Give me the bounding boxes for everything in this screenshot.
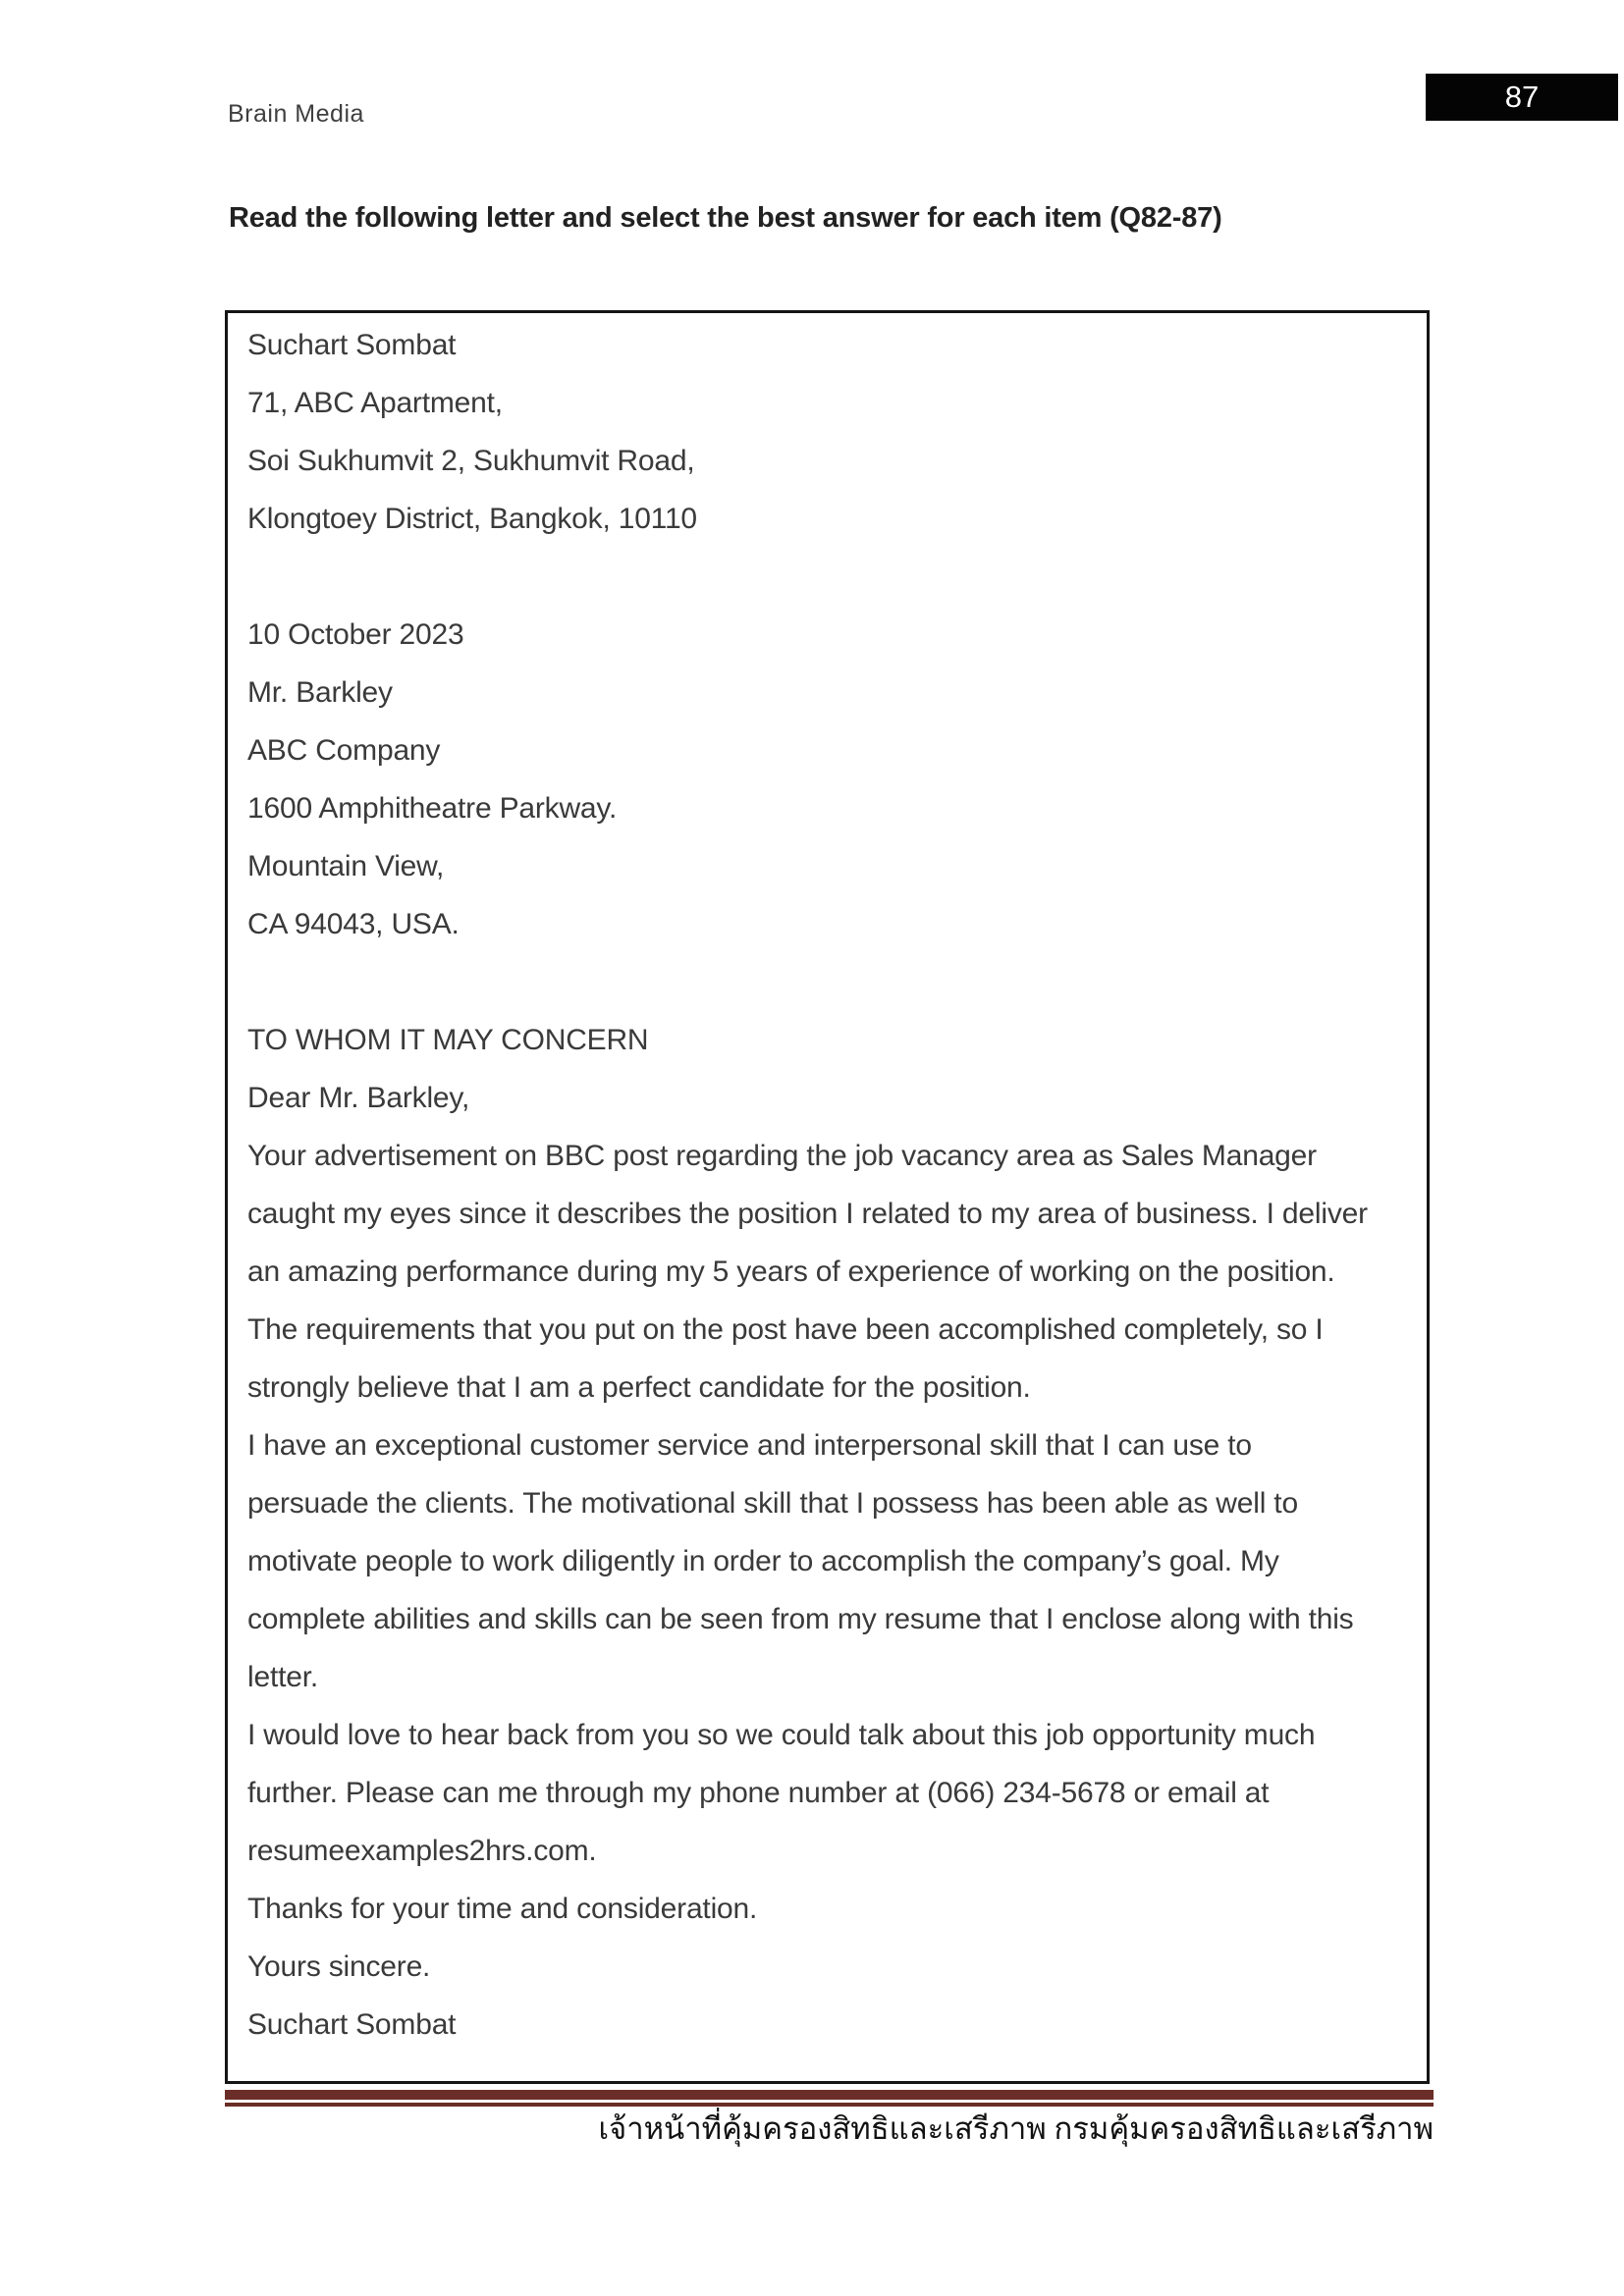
letter-line: persuade the clients. The motivational skill that I possess has been able as well to <box>247 1487 1298 1520</box>
letter-line: CA 94043, USA. <box>247 908 460 940</box>
letter-line: Dear Mr. Barkley, <box>247 1082 470 1114</box>
brand-label: Brain Media <box>228 100 364 128</box>
letter-line: letter. <box>247 1661 318 1693</box>
letter-line: an amazing performance during my 5 years of experience of working on the position. <box>247 1255 1335 1288</box>
letter-line: Suchart Sombat <box>247 329 457 361</box>
footer-thai-text: เจ้าหน้าที่คุ้มครองสิทธิและเสรีภาพ กรมคุ้มครองสิทธิและเสรีภาพ <box>598 2111 1434 2146</box>
letter-line: Your advertisement on BBC post regarding the job vacancy area as Sales Manager <box>247 1140 1317 1172</box>
instruction-heading: Read the following letter and select the best answer for each item (Q82-87) <box>229 202 1222 234</box>
letter-line: Thanks for your time and consideration. <box>247 1893 758 1925</box>
letter-line: ABC Company <box>247 734 441 767</box>
letter-box <box>225 310 1430 2084</box>
letter-line: complete abilities and skills can be seen from my resume that I enclose along with this <box>247 1603 1354 1635</box>
letter-line: I have an exceptional customer service and interpersonal skill that I can use to <box>247 1429 1252 1462</box>
letter-line: resumeexamples2hrs.com. <box>247 1835 597 1867</box>
letter-line: Suchart Sombat <box>247 2008 457 2041</box>
letter-line: Mountain View, <box>247 850 445 882</box>
letter-line: further. Please can me through my phone number at (066) 234-5678 or email at <box>247 1777 1270 1809</box>
letter-line: TO WHOM IT MAY CONCERN <box>247 1024 649 1056</box>
letter-line: Yours sincere. <box>247 1950 431 1983</box>
page-number: 87 <box>1504 80 1540 114</box>
letter-line: I would love to hear back from you so we could talk about this job opportunity much <box>247 1719 1316 1751</box>
letter-line: 10 October 2023 <box>247 618 464 651</box>
letter-line: 71, ABC Apartment, <box>247 387 503 419</box>
letter-line: 1600 Amphitheatre Parkway. <box>247 792 618 825</box>
letter-line <box>247 953 1427 1011</box>
letter-line: strongly believe that I am a perfect candidate for the position. <box>247 1371 1031 1404</box>
letter-line: The requirements that you put on the post have been accomplished completely, so I <box>247 1313 1324 1346</box>
footer-rule-thick <box>225 2090 1434 2100</box>
letter-line: Klongtoey District, Bangkok, 10110 <box>247 503 697 535</box>
letter-line <box>247 548 1427 606</box>
letter-line: motivate people to work diligently in order to accomplish the company’s goal. My <box>247 1545 1279 1577</box>
letter-line: caught my eyes since it describes the position I related to my area of business. I deliver <box>247 1198 1368 1230</box>
letter-line: Mr. Barkley <box>247 676 393 709</box>
page-number-box <box>1426 74 1618 121</box>
letter-line: Soi Sukhumvit 2, Sukhumvit Road, <box>247 445 695 477</box>
